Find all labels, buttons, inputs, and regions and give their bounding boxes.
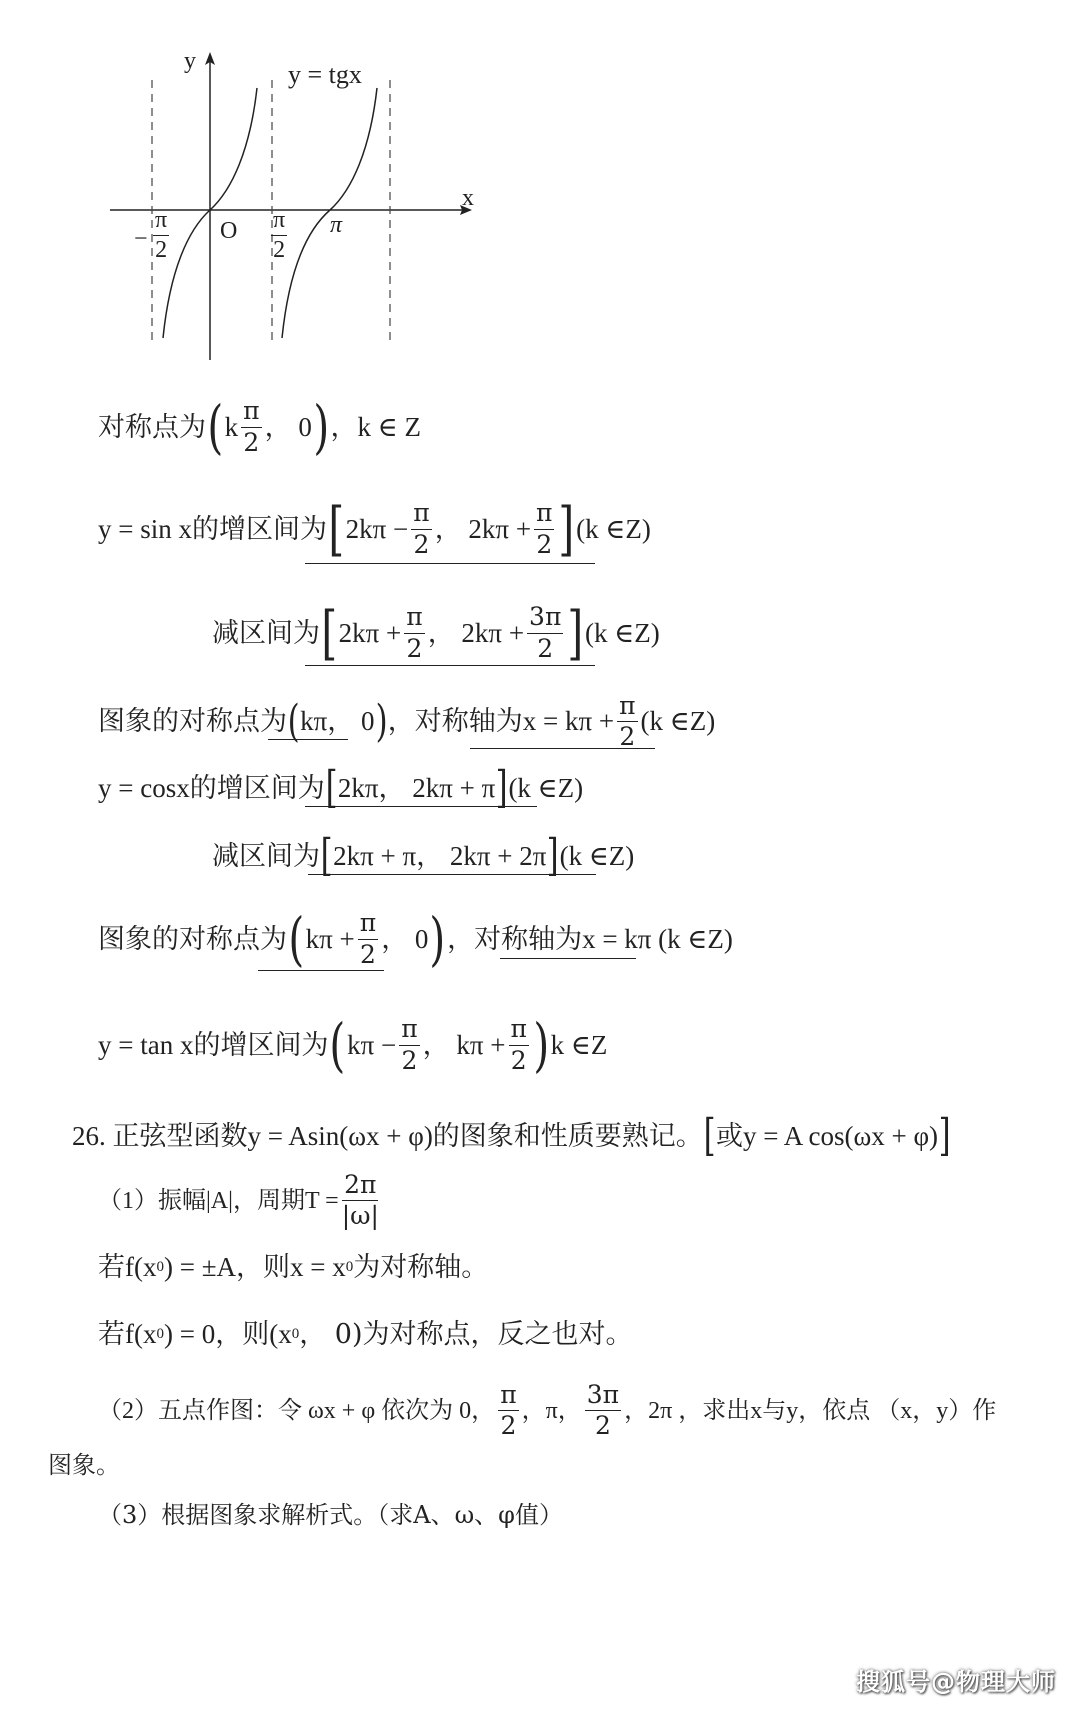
symmetry-point-rule: 若f(x 0 ) = 0，则(x 0 ， 0)为对称点，反之也对。 [98,1319,633,1350]
graph-y-label: y [184,48,196,74]
graph-minus-sign: − [134,226,148,252]
five-point-continued: 图象。 [48,1451,120,1479]
graph-origin-label: O [220,218,238,244]
sin-increasing-interval: y = sin x的增区间为 [ 2kπ − $\frac{\pi}{2}$ ， 2kπ + $\frac{\pi}{2}$ ] (k ∈Z) [98,495,651,563]
solve-expression: （3）根据图象求解析式。（求A、ω、φ值） [98,1501,563,1529]
graph-neg-half-pi: $\frac{\pi}{2}$ [155,207,168,264]
section-26-heading: 26. 正弦型函数y = Asin(ωx + φ)的图象和性质要熟记。 [ 或y = A cos(ωx + φ) ] [72,1110,951,1161]
graph-half-pi: $\frac{\pi}{2}$ [273,207,286,264]
sin-decreasing-underline [305,665,595,666]
five-point-method: （2）五点作图：令 ωx + φ 依次为 0， $\frac{\pi}{2}$ ，π， $\frac{3\pi}{2}$ ，2π ，求出x与y，依点 （x，y）作 [98,1380,997,1441]
tan-symmetry-point: 对称点为 ( k $\frac{\pi}{2}$ ， 0 ) ，k ∈ Z [98,393,421,461]
sin-axis-underline [470,748,655,749]
cos-decreasing-underline [308,874,596,875]
cos-increasing-underline [305,806,537,807]
sin-decreasing-interval: 减区间为 [ 2kπ + $\frac{\pi}{2}$ ， 2kπ + $\frac{3\pi}{2}$ ] (k ∈Z) [212,599,660,667]
cos-decreasing-interval: 减区间为 [ 2kπ + π， 2kπ + 2π ] (k ∈Z) [212,830,635,881]
graph-function-label: y = tgx [288,60,362,89]
amplitude-period: （1）振幅|A|，周期T = $\frac{2\pi}{|\omega|}$ [98,1170,379,1231]
sin-symmetry: 图象的对称点为 ( kπ， 0 ) ，对称轴为 x = kπ + $\frac{\pi}{2}$ (k ∈Z) [98,691,716,752]
cos-increasing-interval: y = cosx的增区间为 [ 2kπ， 2kπ + π ] (k ∈Z) [98,762,584,813]
cos-symmetry: 图象的对称点为 ( kπ + $\frac{\pi}{2}$ ， 0 ) ，对称轴为 x = kπ (k ∈Z) [98,905,733,973]
cos-point-underline [258,970,384,971]
symmetry-axis-rule: 若f(x 0 ) = ±A，则x = x 0 为对称轴。 [98,1252,489,1283]
tan-increasing-interval: y = tan x的增区间为 ( kπ − $\frac{\pi}{2}$ ， kπ + $\frac{\pi}{2}$ ) k ∈Z [98,1011,608,1079]
watermark: 搜狐号@物理大师 [856,1668,1056,1696]
sin-point-underline [268,739,348,740]
sin-increasing-underline [305,563,595,564]
cos-axis-underline [500,958,636,959]
graph-x-label: x [462,185,474,211]
graph-pi-label: π [330,212,343,238]
